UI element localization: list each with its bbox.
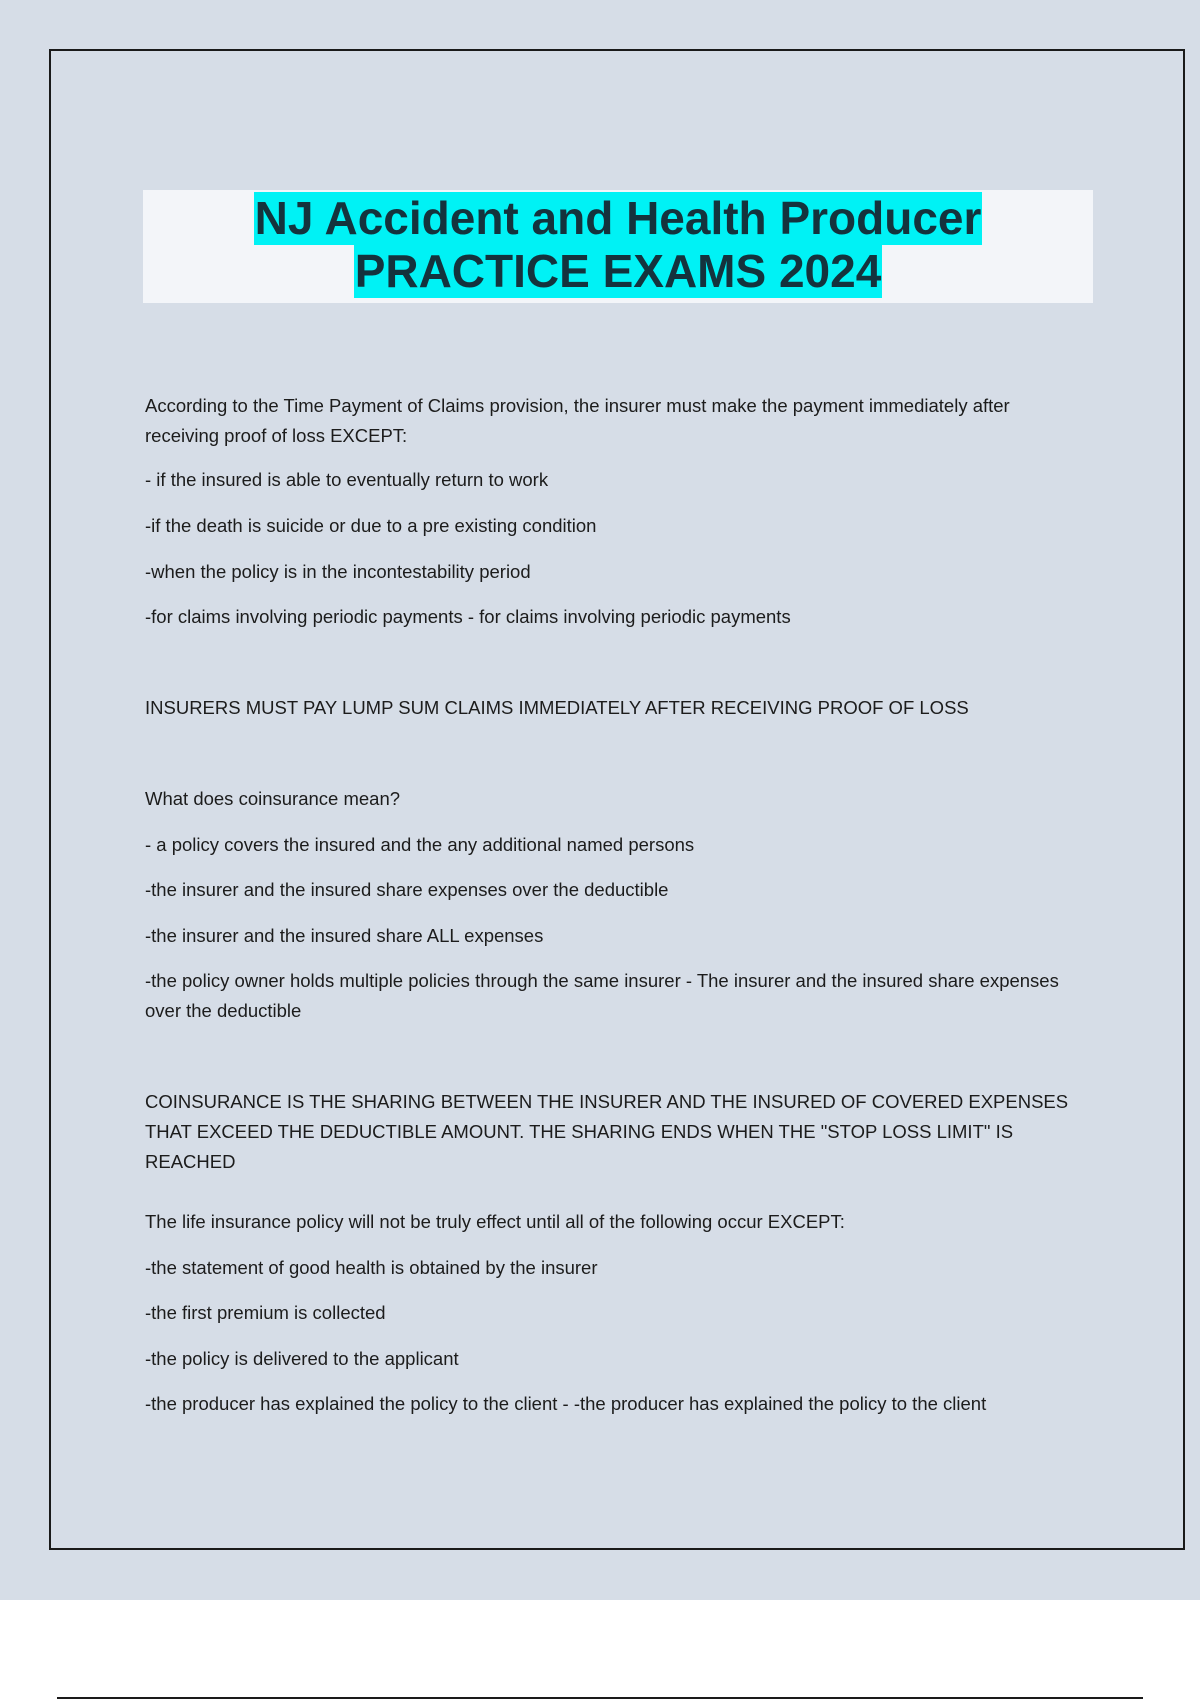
question-3-option-2: -the first premium is collected <box>145 1302 386 1323</box>
question-2-option-3: -the insurer and the insured share ALL expenses <box>145 925 544 946</box>
question-3-text: The life insurance policy will not be truly effect until all of the following occur EXCEPT: <box>145 1211 845 1232</box>
question-1-option-4: -for claims involving periodic payments - for claims involving periodic payments <box>145 606 791 627</box>
question-2-option-4: -the policy owner holds multiple policies through the same insurer - The insurer and the insured share expenses over the deductible <box>145 970 1059 1021</box>
question-3-option-3: -the policy is delivered to the applicant <box>145 1348 459 1369</box>
title-line-1: NJ Accident and Health Producer <box>254 192 982 244</box>
question-1-option-2: -if the death is suicide or due to a pre existing condition <box>145 515 597 536</box>
question-1-text: According to the Time Payment of Claims provision, the insurer must make the payment immediately after receiving proof of loss EXCEPT: <box>145 395 1010 446</box>
question-2-explanation: COINSURANCE IS THE SHARING BETWEEN THE INSURER AND THE INSURED OF COVERED EXPENSES THAT EXCEED THE DEDUCTIBLE AMOUNT. THE SHARING ENDS WHEN THE "STOP LOSS LIMIT" IS REACHED <box>145 1091 1069 1172</box>
footer-divider <box>57 1697 1143 1699</box>
question-2-option-1: - a policy covers the insured and the any additional named persons <box>145 834 695 855</box>
question-3-option-4: -the producer has explained the policy to the client - -the producer has explained the policy to the client <box>145 1393 987 1414</box>
title-line-2: PRACTICE EXAMS 2024 <box>354 245 882 297</box>
question-1-explanation: INSURERS MUST PAY LUMP SUM CLAIMS IMMEDIATELY AFTER RECEIVING PROOF OF LOSS <box>145 697 969 718</box>
question-1-option-1: - if the insured is able to eventually return to work <box>145 469 549 490</box>
question-2-text: What does coinsurance mean? <box>145 788 401 809</box>
document-title <box>143 190 1093 303</box>
question-2-option-2: -the insurer and the insured share expenses over the deductible <box>145 879 669 900</box>
question-3-option-1: -the statement of good health is obtained by the insurer <box>145 1257 598 1278</box>
question-1-option-3: -when the policy is in the incontestability period <box>145 561 531 582</box>
